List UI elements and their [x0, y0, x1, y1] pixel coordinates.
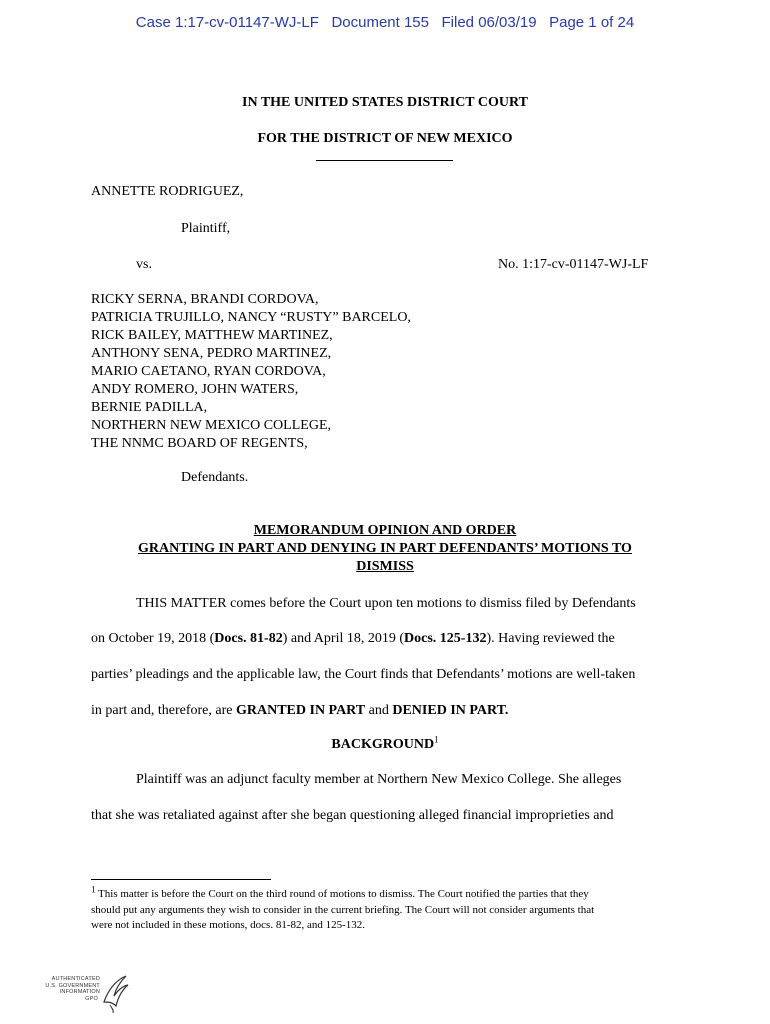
header-filed-date: Filed 06/03/19 — [441, 14, 537, 31]
gpo-seal-text — [40, 976, 100, 1002]
defendant-line: ANDY ROMERO, JOHN WATERS, — [91, 382, 299, 397]
background-heading — [0, 734, 770, 753]
body-paragraph-1-line-3: parties’ pleadings and the applicable law, the Court finds that Defendants’ motions are well-taken — [91, 667, 636, 682]
eagle-icon — [98, 972, 130, 1014]
gpo-seal-line: GPO — [85, 995, 98, 1002]
plaintiff-name: ANNETTE RODRIGUEZ, — [91, 184, 244, 199]
defendant-line: THE NNMC BOARD OF REGENTS, — [91, 436, 308, 451]
defendant-line: RICKY SERNA, BRANDI CORDOVA, — [91, 292, 319, 307]
text-run: ). Having reviewed the — [486, 631, 615, 646]
memo-title-line3: DISMISS — [356, 559, 414, 574]
gpo-seal-line: AUTHENTICATED — [51, 976, 100, 982]
doc-citation: Docs. 125-132 — [404, 631, 487, 646]
memo-title-line2: GRANTING IN PART AND DENYING IN PART DEFENDANTS’ MOTIONS TO — [138, 541, 632, 556]
defendant-line: NORTHERN NEW MEXICO COLLEGE, — [91, 418, 331, 433]
defendants-role: Defendants. — [181, 470, 249, 485]
defendant-line: PATRICIA TRUJILLO, NANCY “RUSTY” BARCELO, — [91, 310, 411, 325]
defendant-line: MARIO CAETANO, RYAN CORDOVA, — [91, 364, 326, 379]
header-page-number: Page 1 of 24 — [549, 14, 635, 31]
footnote-line-3: were not included in these motions, docs. 81-82, and 125-132. — [91, 919, 366, 931]
header-document-number: Document 155 — [331, 14, 429, 31]
ruling-text: GRANTED IN PART — [235, 703, 366, 718]
doc-citation: Docs. 81-82 — [214, 631, 283, 646]
gpo-seal-line: INFORMATION — [59, 989, 100, 995]
court-title-line1: IN THE UNITED STATES DISTRICT COURT — [242, 95, 528, 110]
footnote-divider — [91, 879, 271, 880]
plaintiff-role: Plaintiff, — [181, 221, 231, 236]
footnote-line-2: should put any arguments they wish to consider in the current briefing. The Court will not consider arguments that — [91, 904, 595, 916]
text-run: on October 19, 2018 ( — [91, 631, 215, 646]
body-paragraph-1-line-4 — [91, 703, 680, 719]
defendant-line: ANTHONY SENA, PEDRO MARTINEZ, — [91, 346, 332, 361]
ecf-header — [0, 14, 770, 31]
text-run: ) and April 18, 2019 ( — [282, 631, 405, 646]
header-case-number: Case 1:17-cv-01147-WJ-LF — [135, 14, 319, 31]
versus-label: vs. — [136, 257, 152, 272]
footnote-text: This matter is before the Court on the third round of motions to dismiss. The Court notified the parties that they — [95, 888, 589, 900]
court-title-line2: FOR THE DISTRICT OF NEW MEXICO — [257, 131, 513, 146]
footnote-mark: 1 — [91, 884, 96, 895]
heading-text: BACKGROUND — [331, 737, 435, 752]
ruling-text: DENIED IN PART. — [392, 703, 509, 718]
body-paragraph-1-line-2 — [91, 631, 680, 647]
text-run: and — [365, 703, 393, 718]
footnote-line-1 — [91, 884, 680, 900]
case-number: No. 1:17-cv-01147-WJ-LF — [498, 257, 649, 272]
gpo-authentication-seal — [40, 972, 130, 1014]
body-paragraph-2-line-1: Plaintiff was an adjunct faculty member at Northern New Mexico College. She alleges — [136, 772, 622, 787]
gpo-seal-line: U.S. GOVERNMENT — [45, 982, 100, 989]
defendant-line: RICK BAILEY, MATTHEW MARTINEZ, — [91, 328, 333, 343]
defendant-line: BERNIE PADILLA, — [91, 400, 208, 415]
text-run: in part and, therefore, are — [91, 703, 236, 718]
memo-title-line1: MEMORANDUM OPINION AND ORDER — [253, 523, 517, 538]
footnote-ref: 1 — [434, 734, 439, 745]
body-paragraph-2-line-2: that she was retaliated against after she began questioning alleged financial improprieties and — [91, 808, 614, 823]
title-divider — [316, 160, 453, 161]
body-paragraph-1-line-1: THIS MATTER comes before the Court upon ten motions to dismiss filed by Defendants — [136, 596, 636, 611]
